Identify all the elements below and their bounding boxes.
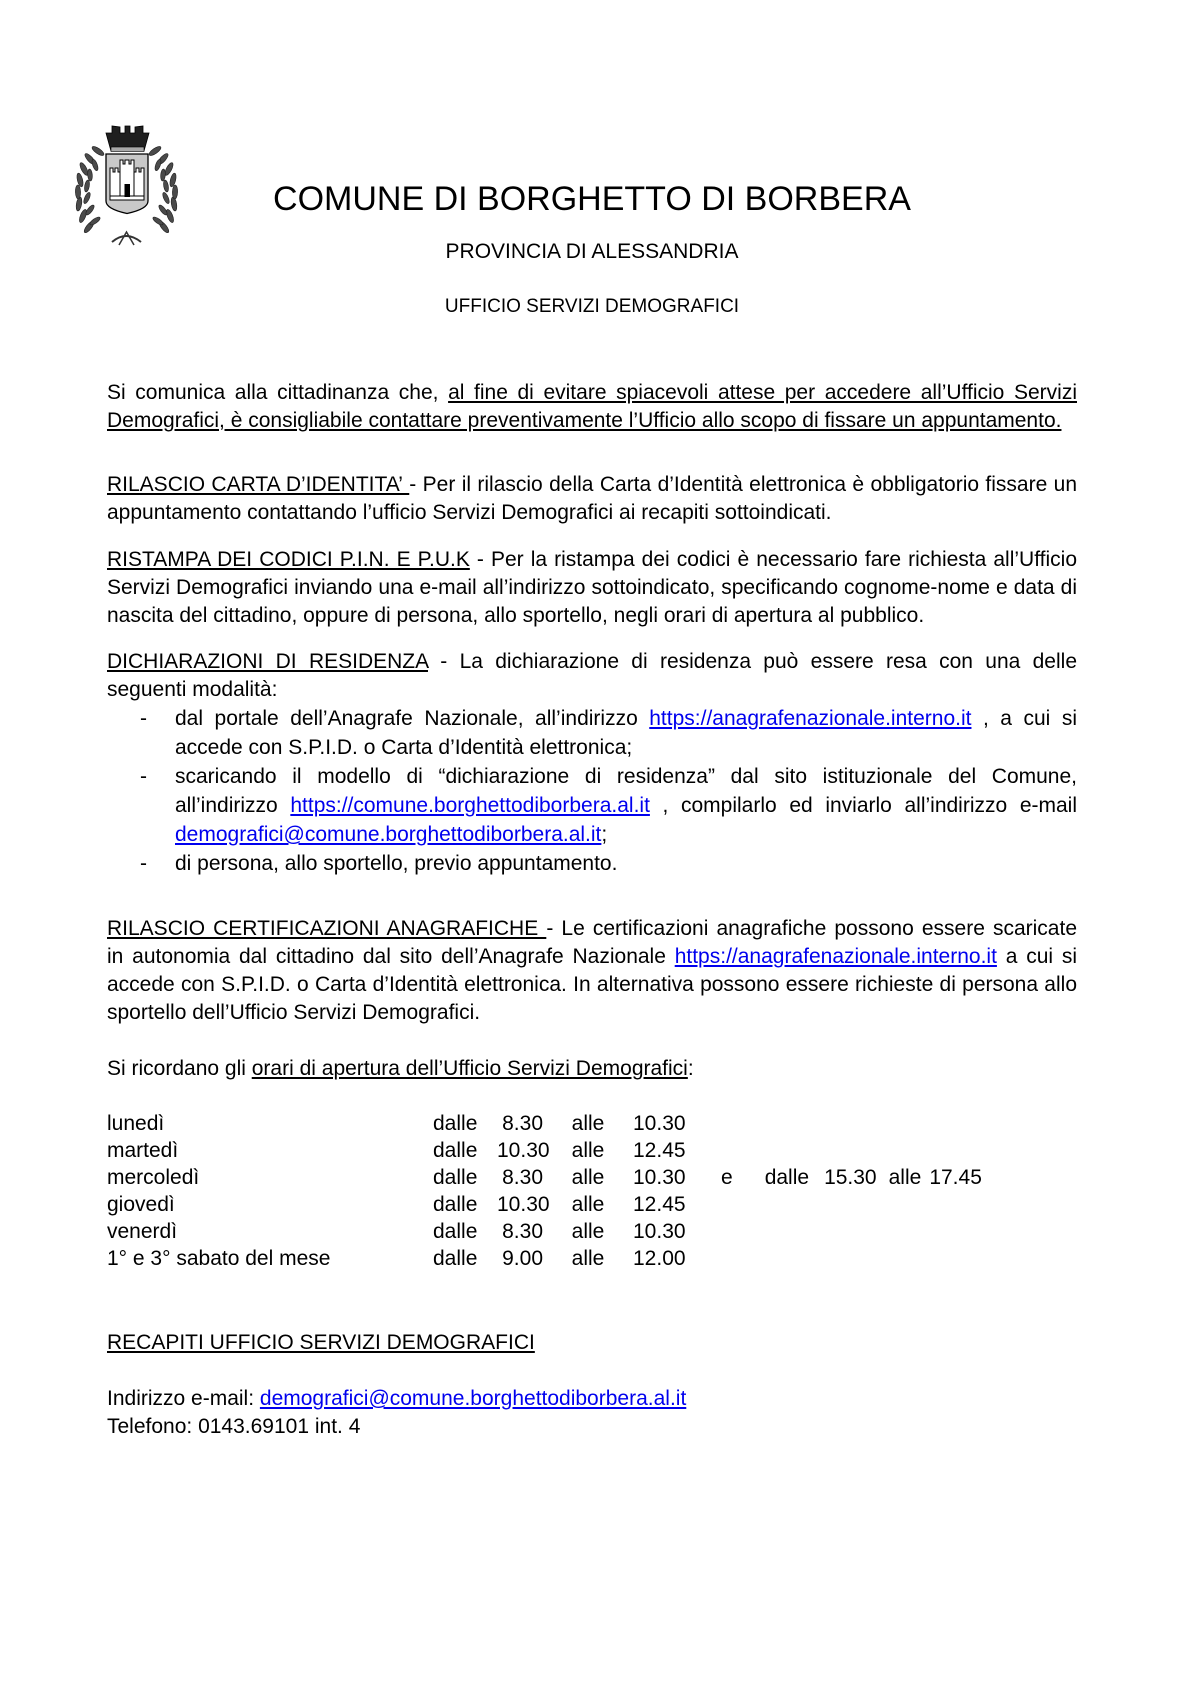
day-cell: martedì	[107, 1139, 179, 1162]
from-time: 10.30	[497, 1139, 550, 1162]
section-heading-carta: RILASCIO CARTA D’IDENTITA’	[107, 473, 410, 496]
table-row	[107, 1110, 1077, 1137]
section-body-pre: Le certificazioni anagrafiche possono essere scaricate in autonomia dal cittadino dal sito dell’Anagrafe Nazionale	[107, 917, 1078, 968]
contact-email-line	[107, 1385, 1077, 1413]
wreath-stems	[112, 236, 141, 242]
from-time: 8.30	[502, 1112, 543, 1135]
alle-label: alle	[571, 1166, 605, 1189]
section-body-residenza: La dichiarazione di residenza può essere resa con una delle seguenti modalità:	[107, 650, 1077, 701]
extra-dalle-label: dalle	[764, 1166, 810, 1189]
dalle-label: dalle	[433, 1139, 478, 1162]
hours-intro-suffix: :	[687, 1057, 694, 1080]
contact-phone-line: Telefono: 0143.69101 int. 4	[107, 1415, 361, 1438]
bullet-text-mid: , compilarlo ed inviarlo all’indirizzo e-mail	[649, 794, 1077, 817]
section-body-pin: Per la ristampa dei codici è necessario fare richiesta all’Ufficio Servizi Demografici inviando una e-mail all’indirizzo sottoindicato, specificando cognome-nome e data di nascita del cittadino, oppure di persona, allo sportello, negli orari di apertura al pubblico.	[107, 548, 1078, 627]
wreath-ribbon	[119, 232, 134, 245]
day-cell: venerdì	[107, 1220, 178, 1243]
extra-cell	[693, 1137, 1077, 1164]
extra-cell	[693, 1245, 1077, 1272]
extra-cell	[693, 1164, 1077, 1191]
to-time: 12.45	[633, 1139, 686, 1162]
section-ristampa-pin-puk	[107, 546, 1077, 630]
extra-alle-label: alle	[888, 1166, 922, 1189]
page-subtitle: PROVINCIA DI ALESSANDRIA	[445, 240, 739, 263]
extra-to-time: 17.45	[929, 1166, 982, 1189]
list-item	[107, 762, 1077, 849]
extra-cell	[693, 1110, 1077, 1137]
list-item	[107, 704, 1077, 762]
hours-intro-prefix: Si ricordano gli	[107, 1057, 252, 1080]
section-carta-identita	[107, 471, 1077, 527]
intro-paragraph	[107, 379, 1077, 435]
alle-label: alle	[571, 1193, 605, 1216]
day-cell: giovedì	[107, 1193, 175, 1216]
section-certificazioni-anagrafiche	[107, 915, 1077, 1027]
to-time: 10.30	[633, 1166, 686, 1189]
section-heading-residenza: DICHIARAZIONI DI RESIDENZA	[107, 650, 428, 673]
from-time: 10.30	[497, 1193, 550, 1216]
from-time: 8.30	[502, 1166, 543, 1189]
list-item	[107, 849, 1077, 878]
bullet-marker: -	[140, 707, 147, 730]
opening-hours-table	[107, 1110, 1077, 1272]
alle-label: alle	[571, 1247, 605, 1270]
to-time: 10.30	[633, 1220, 686, 1243]
from-time: 8.30	[502, 1220, 543, 1243]
intro-underlined: al fine di evitare spiacevoli attese per accedere all’Ufficio Servizi Demografici, è consigliabile contattare preventivamente l’Ufficio allo scopo di fissare un appuntamento.	[107, 381, 1077, 432]
link-anagrafe-nazionale[interactable]: https://anagrafenazionale.interno.it	[674, 945, 997, 968]
page-title: COMUNE DI BORGHETTO DI BORBERA	[273, 180, 911, 218]
municipal-coat-of-arms	[64, 120, 189, 260]
residenza-bullet-list	[107, 704, 1077, 878]
bullet-text-pre: scaricando il modello di “dichiarazione di residenza” dal sito istituzionale del Comune, all’indirizzo	[175, 765, 1077, 817]
bullet-text-pre: dal portale dell’Anagrafe Nazionale, all’indirizzo	[175, 707, 650, 730]
table-row	[107, 1191, 1077, 1218]
hours-intro	[107, 1055, 1077, 1083]
dalle-label: dalle	[433, 1166, 478, 1189]
to-time: 12.00	[633, 1247, 686, 1270]
to-time: 10.30	[633, 1112, 686, 1135]
heading-separator: -	[546, 917, 562, 940]
bullet-text	[175, 762, 1077, 849]
extra-from-time: 15.30	[824, 1166, 877, 1189]
extra-conjunction: e	[721, 1166, 733, 1189]
contacts-heading-text: RECAPITI UFFICIO SERVIZI DEMOGRAFICI	[107, 1331, 535, 1354]
contacts-heading	[107, 1329, 1077, 1357]
heading-separator: -	[409, 473, 423, 496]
coat-of-arms-icon	[64, 120, 189, 260]
link-email-demografici[interactable]: demografici@comune.borghettodiborbera.al.it	[259, 1387, 687, 1410]
alle-label: alle	[571, 1112, 605, 1135]
bullet-marker: -	[140, 852, 147, 875]
hours-intro-underlined: orari di apertura dell’Ufficio Servizi Demografici	[251, 1057, 688, 1080]
heading-separator: -	[469, 548, 491, 571]
email-label: Indirizzo e-mail:	[107, 1387, 260, 1410]
link-comune-sito[interactable]: https://comune.borghettodiborbera.al.it	[290, 794, 650, 817]
office-heading: UFFICIO SERVIZI DEMOGRAFICI	[444, 296, 740, 317]
from-time: 9.00	[502, 1247, 543, 1270]
section-dichiarazioni-residenza	[107, 648, 1077, 704]
section-body-carta: Per il rilascio della Carta d’Identità elettronica è obbligatorio fissare un appuntamento contattando l’ufficio Servizi Demografici ai recapiti sottoindicati.	[107, 473, 1078, 524]
table-row	[107, 1245, 1077, 1272]
dalle-label: dalle	[433, 1220, 478, 1243]
intro-prefix: Si comunica alla cittadinanza che,	[107, 381, 449, 404]
dalle-label: dalle	[433, 1193, 478, 1216]
bullet-marker: -	[140, 765, 147, 788]
section-body-post: a cui si accede con S.P.I.D. o Carta d’Identità elettronica. In alternativa possono essere richieste di persona allo sportello dell’Ufficio Servizi Demografici.	[107, 945, 1077, 1024]
link-email-demografici[interactable]: demografici@comune.borghettodiborbera.al.it	[175, 823, 602, 846]
table-row	[107, 1164, 1077, 1191]
day-cell: lunedì	[107, 1112, 165, 1135]
mural-crown	[106, 126, 149, 152]
table-row	[107, 1218, 1077, 1245]
day-cell: mercoledì	[107, 1166, 200, 1189]
heading-separator: -	[427, 650, 460, 673]
table-row	[107, 1137, 1077, 1164]
day-cell: 1° e 3° sabato del mese	[107, 1247, 331, 1270]
bullet-text-post: , a cui si accede con S.P.I.D. o Carta d’Identità elettronica;	[175, 707, 1077, 759]
extra-cell	[693, 1191, 1077, 1218]
alle-label: alle	[571, 1139, 605, 1162]
extra-cell	[693, 1218, 1077, 1245]
link-anagrafe-nazionale[interactable]: https://anagrafenazionale.interno.it	[649, 707, 972, 730]
bullet-text-post: ;	[601, 823, 608, 846]
bullet-text	[175, 704, 1077, 762]
bullet-text: di persona, allo sportello, previo appuntamento.	[175, 852, 618, 875]
dalle-label: dalle	[433, 1247, 478, 1270]
section-heading-pin: RISTAMPA DEI CODICI P.I.N. E P.U.K	[107, 548, 470, 571]
alle-label: alle	[571, 1220, 605, 1243]
to-time: 12.45	[633, 1193, 686, 1216]
section-heading-certificazioni: RILASCIO CERTIFICAZIONI ANAGRAFICHE	[107, 917, 547, 940]
dalle-label: dalle	[433, 1112, 478, 1135]
